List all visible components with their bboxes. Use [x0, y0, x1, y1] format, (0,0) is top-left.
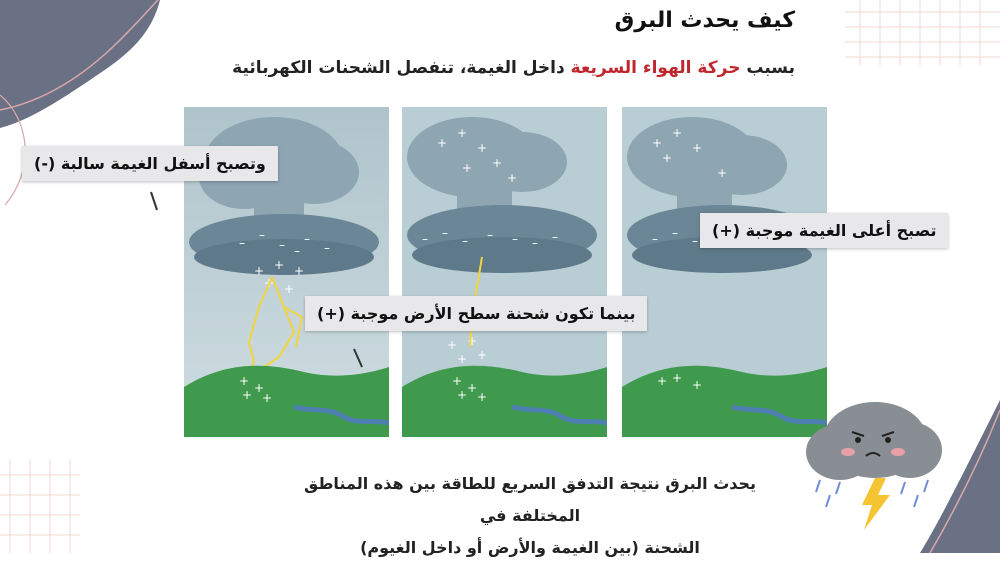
page-title: كيف يحدث البرق — [614, 8, 795, 33]
svg-text:+: + — [492, 156, 503, 170]
footer-text — [270, 468, 790, 564]
svg-text:–: – — [487, 228, 493, 242]
svg-text:+: + — [657, 374, 668, 388]
svg-text:+: + — [467, 381, 478, 395]
svg-text:+: + — [477, 348, 488, 362]
svg-text:–: – — [279, 238, 285, 252]
svg-text:+: + — [264, 276, 275, 290]
svg-text:+: + — [652, 136, 663, 150]
svg-text:–: – — [304, 232, 310, 246]
svg-text:–: – — [324, 241, 330, 255]
subtitle-before: بسبب — [740, 58, 795, 78]
pointer-mark-2 — [350, 345, 370, 375]
svg-text:–: – — [652, 232, 658, 246]
svg-text:+: + — [692, 378, 703, 392]
subtitle-highlight: حركة الهواء السريعة — [570, 58, 741, 78]
svg-text:+: + — [672, 371, 683, 385]
svg-text:–: – — [442, 226, 448, 240]
svg-text:–: – — [239, 236, 245, 250]
stage-illustration-middle — [402, 107, 607, 437]
stage-panel-right — [622, 107, 827, 437]
page-subtitle — [232, 58, 795, 78]
svg-text:+: + — [254, 264, 265, 278]
svg-text:+: + — [262, 391, 273, 405]
svg-text:–: – — [532, 236, 538, 250]
svg-text:+: + — [477, 141, 488, 155]
footer-line-1: يحدث البرق نتيجة التدفق السريع للطاقة بين هذه المناطق المختلفة في — [303, 474, 757, 525]
svg-text:+: + — [462, 161, 473, 175]
svg-text:+: + — [274, 258, 285, 272]
svg-text:+: + — [662, 151, 673, 165]
svg-text:+: + — [294, 264, 305, 278]
svg-text:+: + — [452, 374, 463, 388]
svg-text:+: + — [507, 171, 518, 185]
stage-illustration-right — [622, 107, 827, 437]
storm-cloud-icon — [800, 380, 950, 540]
svg-text:–: – — [259, 228, 265, 242]
svg-text:+: + — [254, 381, 265, 395]
label-top-positive: تصبح أعلى الغيمة موجبة (+) — [700, 213, 948, 248]
label-ground-positive: بينما تكون شحنة سطح الأرض موجبة (+) — [305, 296, 647, 331]
lightning-bolt-icon — [862, 478, 890, 530]
svg-text:–: – — [552, 230, 558, 244]
svg-text:+: + — [692, 141, 703, 155]
grid-deco-bottom-left — [0, 460, 80, 553]
svg-text:+: + — [467, 334, 478, 348]
pointer-mark-1 — [147, 188, 167, 218]
svg-text:+: + — [717, 166, 728, 180]
svg-text:–: – — [512, 232, 518, 246]
label-bottom-negative: وتصبح أسفل الغيمة سالبة (-) — [22, 146, 278, 181]
svg-text:–: – — [294, 244, 300, 258]
grid-deco-top-right — [845, 0, 1000, 65]
svg-text:+: + — [477, 390, 488, 404]
svg-text:+: + — [242, 388, 253, 402]
svg-text:+: + — [457, 126, 468, 140]
svg-text:+: + — [437, 136, 448, 150]
svg-text:+: + — [284, 282, 295, 296]
svg-text:+: + — [239, 374, 250, 388]
svg-text:–: – — [692, 234, 698, 248]
stage-panel-middle — [402, 107, 607, 437]
svg-text:–: – — [422, 232, 428, 246]
svg-text:+: + — [447, 338, 458, 352]
svg-text:+: + — [672, 126, 683, 140]
footer-line-2: الشحنة (بين الغيمة والأرض أو داخل الغيوم) — [360, 538, 700, 557]
svg-text:+: + — [457, 388, 468, 402]
svg-text:–: – — [672, 226, 678, 240]
subtitle-after: داخل الغيمة، تنفصل الشحنات الكهربائية — [232, 58, 571, 78]
svg-text:–: – — [462, 234, 468, 248]
svg-text:+: + — [457, 352, 468, 366]
